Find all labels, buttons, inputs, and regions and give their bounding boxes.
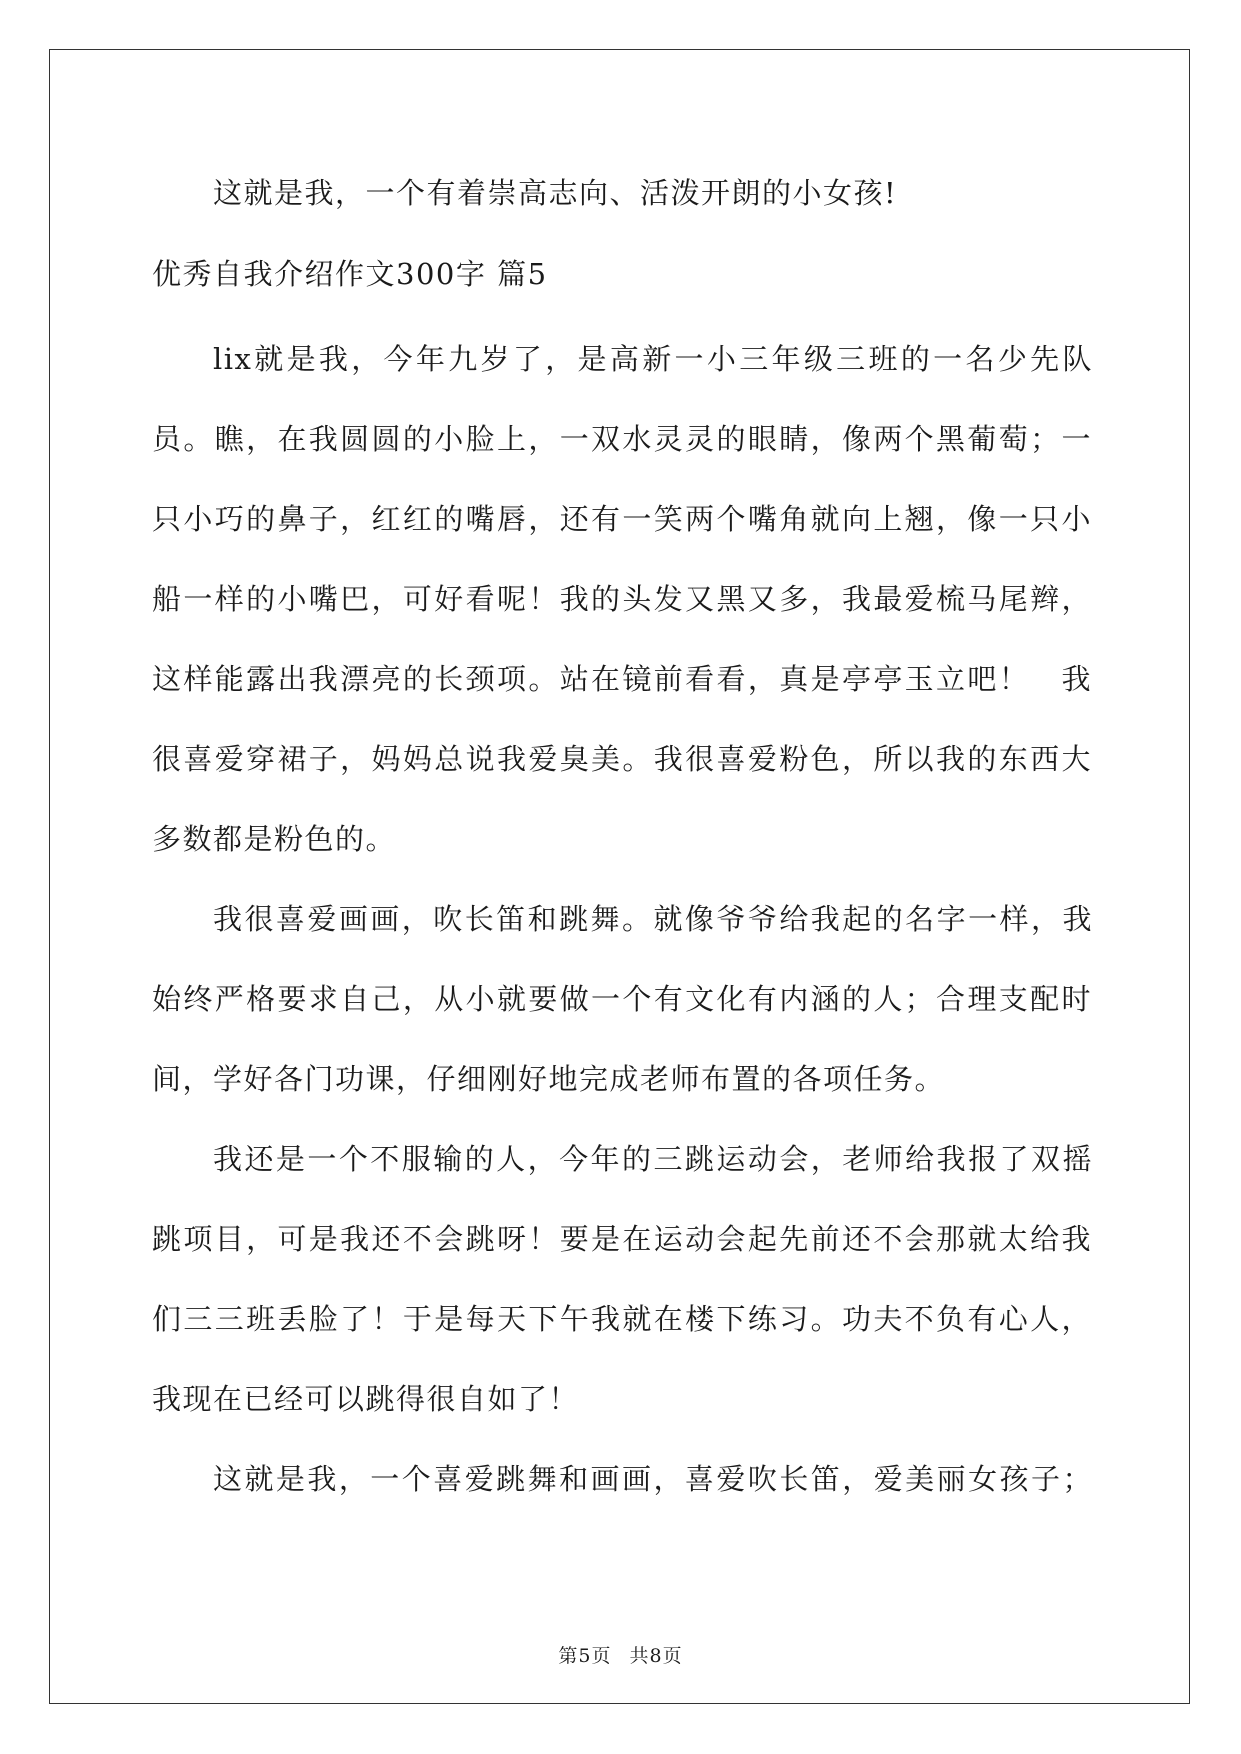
paragraph-line: 我很喜爱画画，吹长笛和跳舞。就像爷爷给我起的名字一样，我 bbox=[213, 902, 1093, 936]
paragraph-line: 船一样的小嘴巴，可好看呢！我的头发又黑又多，我最爱梳马尾辫， bbox=[152, 582, 1092, 616]
paragraph-line: 这就是我，一个有着崇高志向、活泼开朗的小女孩! bbox=[213, 176, 898, 210]
paragraph-line: 我现在已经可以跳得很自如了！ bbox=[152, 1382, 580, 1416]
paragraph-line: 只小巧的鼻子，红红的嘴唇，还有一笑两个嘴角就向上翘，像一只小 bbox=[152, 502, 1092, 536]
paragraph-line: 始终严格要求自己，从小就要做一个有文化有内涵的人；合理支配时 bbox=[152, 982, 1092, 1016]
paragraph-line: 们三三班丢脸了！于是每天下午我就在楼下练习。功夫不负有心人， bbox=[152, 1302, 1092, 1336]
page-total: 共8页 bbox=[629, 1645, 683, 1667]
paragraph-line: 间，学好各门功课，仔细刚好地完成老师布置的各项任务。 bbox=[152, 1062, 946, 1096]
page-number: 第5页 bbox=[558, 1645, 612, 1667]
paragraph-line: 我还是一个不服输的人，今年的三跳运动会，老师给我报了双摇 bbox=[213, 1142, 1093, 1176]
paragraph-line: 这样能露出我漂亮的长颈项。站在镜前看看，真是亭亭玉立吧！ 我 bbox=[152, 662, 1092, 696]
paragraph-line: 这就是我，一个喜爱跳舞和画画，喜爱吹长笛，爱美丽女孩子； bbox=[213, 1462, 1093, 1496]
page-footer bbox=[0, 1644, 1241, 1668]
section-heading: 优秀自我介绍作文300字 篇5 bbox=[152, 257, 548, 291]
paragraph-line: lix就是我，今年九岁了，是高新一小三年级三班的一名少先队 bbox=[213, 342, 1093, 376]
paragraph-line: 员。瞧，在我圆圆的小脸上，一双水灵灵的眼睛，像两个黑葡萄；一 bbox=[152, 422, 1092, 456]
paragraph-line: 跳项目，可是我还不会跳呀！要是在运动会起先前还不会那就太给我 bbox=[152, 1222, 1092, 1256]
page-border bbox=[49, 49, 1190, 1704]
paragraph-line: 多数都是粉色的。 bbox=[152, 822, 397, 856]
paragraph-line: 很喜爱穿裙子，妈妈总说我爱臭美。我很喜爱粉色，所以我的东西大 bbox=[152, 742, 1092, 776]
